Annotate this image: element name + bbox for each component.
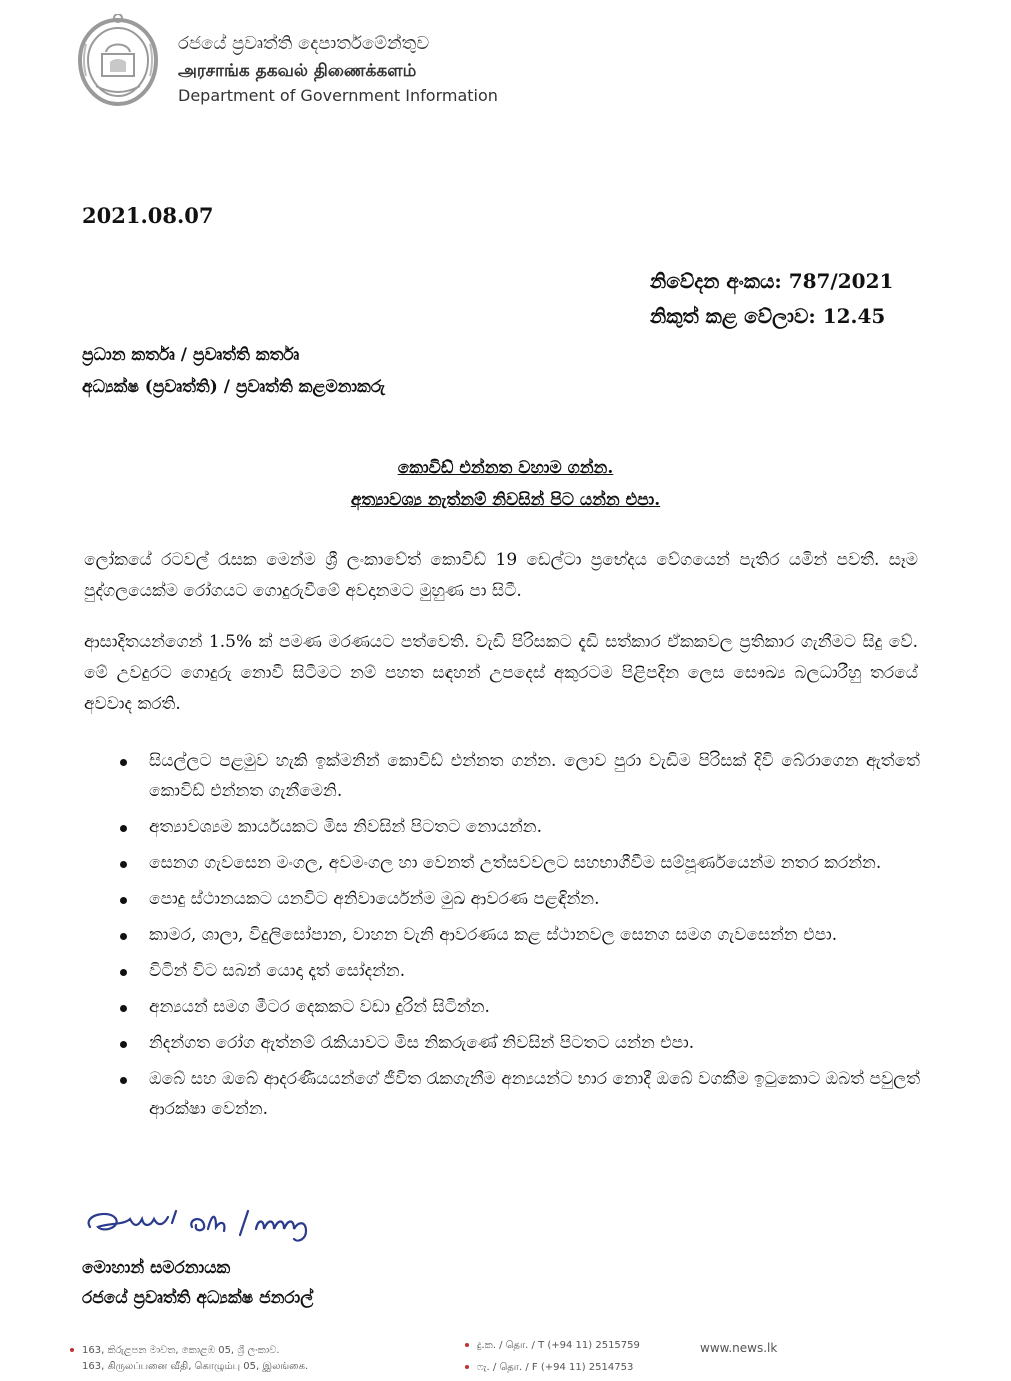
footer-address-sinhala: 163, කිරුළපන මාවත, කොළඹ 05, ශ්‍රී ලංකාව. xyxy=(70,1345,280,1356)
signatory-title: රජයේ ප්‍රවෘත්ති අධ්‍යක්ෂ ජනරාල් xyxy=(82,1288,314,1308)
footer-dot-icon xyxy=(70,1348,74,1352)
list-item xyxy=(120,812,920,842)
bullet-icon xyxy=(120,897,127,904)
list-item-text: පොදු ස්ථානයකට යනවිට අනිවාර්යෙන්ම මුඛ ආවරණ පළඳින්න. xyxy=(149,889,600,909)
phone-icon xyxy=(465,1343,469,1347)
bullet-icon xyxy=(120,861,127,868)
handwritten-signature xyxy=(80,1205,380,1255)
list-item xyxy=(120,1064,920,1124)
footer-address-tamil: 163, கிருலப்பனை வீதி, கொழும்பு 05, இலங்கை. xyxy=(82,1361,309,1372)
headline-line-1: කොවිඩ් එන්නත වහාම ගන්න. xyxy=(397,458,614,478)
advice-list xyxy=(120,746,920,1130)
body-paragraph-1: ලෝකයේ රටවල් රැසක මෙන්ම ශ්‍රී ලංකාවේත් කොවිඩ් 19 ඩෙල්ටා ප්‍රභේදය වේගයෙන් පැතිර යමින් පවතී. සෑම පුද්ගලයෙක්ම රෝගයට ගොදුරුවීමේ අවදානමට මුහුණ පා සිටී. xyxy=(84,550,918,601)
release-number: නිවේදන අංකය: 787/2021 xyxy=(650,269,894,293)
footer-fax: ෆැ. / தொ. / F (+94 11) 2514753 xyxy=(465,1362,633,1374)
body-paragraph-2: ආසාදිතයන්ගෙන් 1.5% ක් පමණ මරණයට පත්වෙති. වැඩි පිරිසකට දැඩි සත්කාර ඒකකවල ප්‍රතිකාර ගැනීමට සිදු වේ. මේ උවදුරට ගොදුරු නොවී සිටීමට නම් පහත සඳහන් උපදෙස් අකුරටම පිළිපදින ලෙස සෞඛ්‍ය බලධාරීහු තරයේ අවවාද කරති. xyxy=(84,632,918,714)
headline-line-2: අත්‍යාවශ්‍ය නැත්නම් නිවසින් පිට යන්න එපා. xyxy=(350,490,661,510)
list-item xyxy=(120,920,920,950)
bullet-icon xyxy=(120,933,127,940)
bullet-icon xyxy=(120,759,127,766)
list-item xyxy=(120,992,920,1022)
org-name-sinhala: රජයේ ප්‍රවෘත්ති දෙපාර්තමේන්තුව xyxy=(178,33,430,54)
list-item-text: ඔබේ සහ ඔබේ ආදරණීයයන්ගේ ජීවිත රැකගැනීම අන්‍යයන්ට භාර නොදී ඔබේ වගකීම ඉටුකොට ඔබත් පවුලත් ආරක්ෂා වෙන්න. xyxy=(149,1069,920,1119)
list-item-text: අන්‍යයන් සමග මීටර දෙකකට වඩා දුරින් සිටින්න. xyxy=(149,997,490,1017)
list-item xyxy=(120,884,920,914)
government-emblem-icon xyxy=(72,14,164,110)
list-item-text: කාමර, ශාලා, විදුලිසෝපාන, වාහන වැනි ආවරණය කළ ස්ථානවල සෙනග සමග ගැවසෙන්න එපා. xyxy=(149,925,838,945)
org-name-tamil: அரசாங்க தகவல் திணைக்களம் xyxy=(178,61,417,81)
list-item xyxy=(120,746,920,806)
addressee-line-1: ප්‍රධාන කර්තෘ / ප්‍රවෘත්ති කර්තෘ xyxy=(82,345,300,365)
fax-icon xyxy=(465,1365,469,1369)
bullet-icon xyxy=(120,825,127,832)
release-time: නිකුත් කළ වේලාව: 12.45 xyxy=(650,304,886,328)
bullet-icon xyxy=(120,1041,127,1048)
signatory-name: මොහාන් සමරනායක xyxy=(82,1258,231,1278)
list-item-text: නිදන්ගත රෝග ඇත්නම් රැකියාවට මිස නිකරුණේ නිවසින් පිටතට යන්න එපා. xyxy=(149,1033,695,1053)
footer-phone: දු.ක. / தொ. / T (+94 11) 2515759 xyxy=(465,1340,640,1352)
list-item xyxy=(120,848,920,878)
list-item-text: විටින් විට සබන් යොදා දෑත් සෝදන්න. xyxy=(149,961,406,981)
bullet-icon xyxy=(120,969,127,976)
bullet-icon xyxy=(120,1077,127,1084)
addressee-line-2: අධ්‍යක්ෂ (ප්‍රවෘත්ති) / ප්‍රවෘත්ති කළමනාකරු xyxy=(82,377,386,397)
org-name-english: Department of Government Information xyxy=(178,86,498,105)
list-item-text: සෙනග ගැවසෙන මංගල, අවමංගල හා වෙනත් උත්සවවලට සහභාගීවීම සම්පූර්ණයෙන්ම නතර කරන්න. xyxy=(149,853,882,873)
list-item-text: සියල්ලට පළමුව හැකි ඉක්මනින් කොවිඩ් එන්නත ගන්න. ලොව පුරා වැඩිම පිරිසක් දිවි බේරාගෙන ඇත්තේ කොවිඩ් එන්නත ගැනීමෙනි. xyxy=(149,751,920,801)
footer-website[interactable]: www.news.lk xyxy=(700,1341,778,1355)
list-item xyxy=(120,1028,920,1058)
list-item xyxy=(120,956,920,986)
release-date: 2021.08.07 xyxy=(82,203,214,228)
list-item-text: අත්‍යාවශ්‍යම කාර්යයකට මිස නිවසින් පිටතට නොයන්න. xyxy=(149,817,542,837)
bullet-icon xyxy=(120,1005,127,1012)
